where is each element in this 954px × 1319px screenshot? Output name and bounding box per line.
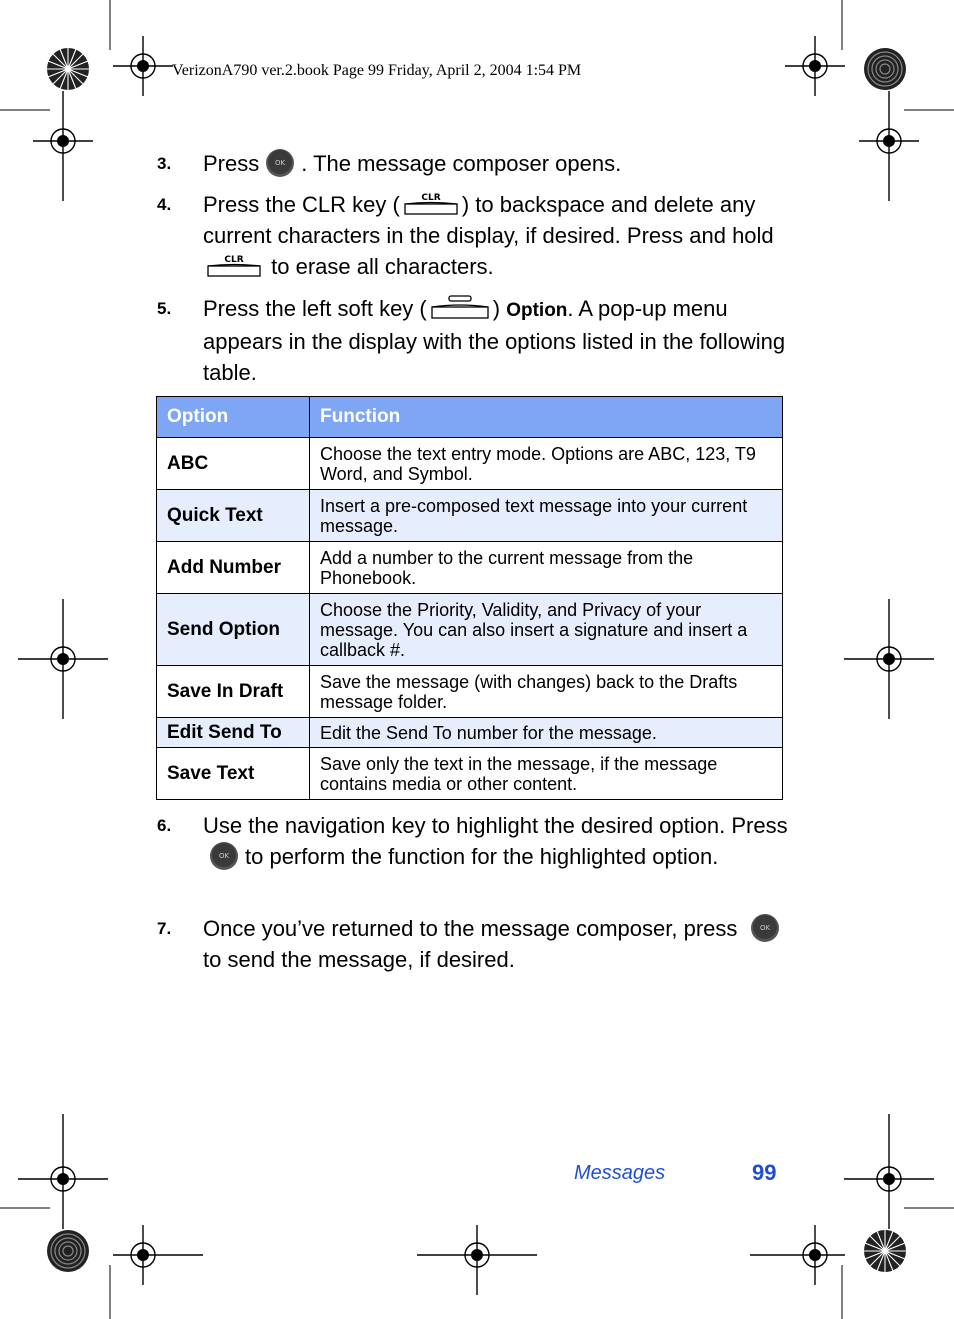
step-number: 5.	[157, 299, 172, 318]
registration-mark-icon	[113, 36, 173, 96]
book-info-header: VerizonA790 ver.2.book Page 99 Friday, April 2, 2004 1:54 PM	[172, 62, 582, 79]
table-row	[157, 490, 783, 542]
step-text: Press the left soft key ( ) Option. A pop-up menu appears in the display with the options listed in the following table.	[203, 296, 786, 385]
clr-key-icon	[205, 252, 263, 278]
registration-mark-icon	[33, 111, 93, 171]
registration-mark-icon	[859, 1149, 919, 1209]
function-cell: Edit the Send To number for the message.	[310, 718, 783, 748]
function-cell: Add a number to the current message from the Phonebook.	[310, 542, 783, 594]
starburst-target-icon	[46, 47, 90, 91]
registration-mark-icon	[859, 111, 919, 171]
svg-text:OK: OK	[275, 159, 286, 168]
table-row	[157, 594, 783, 666]
svg-text:CLR: CLR	[224, 255, 244, 266]
starburst-target-icon	[863, 47, 907, 91]
option-cell: Quick Text	[157, 490, 310, 542]
function-cell: Choose the Priority, Validity, and Privacy of your message. You can also insert a signature and insert a callback #.	[310, 594, 783, 666]
ok-key-icon	[750, 913, 780, 943]
step-text: Use the navigation key to highlight the desired option. Press OK to perform the function for the highlighted option.	[203, 810, 788, 872]
svg-text:CLR: CLR	[421, 193, 441, 204]
options-table	[156, 396, 783, 800]
step-text: Once you’ve returned to the message composer, press OK to send the message, if desired.	[203, 913, 788, 975]
starburst-target-icon	[46, 1229, 90, 1273]
step-text: Press OK . The message composer opens.	[203, 148, 788, 179]
option-label: Option	[506, 300, 568, 321]
ok-key-icon	[209, 841, 239, 871]
option-cell: ABC	[157, 438, 310, 490]
function-cell: Save the message (with changes) back to the Drafts message folder.	[310, 666, 783, 718]
option-cell: Save Text	[157, 748, 310, 800]
option-cell: Add Number	[157, 542, 310, 594]
step-number: 6.	[157, 816, 172, 835]
registration-mark-icon	[113, 1225, 173, 1285]
function-cell: Choose the text entry mode. Options are ABC, 123, T9 Word, and Symbol.	[310, 438, 783, 490]
ok-key-icon	[265, 148, 295, 178]
left-soft-key-icon	[429, 294, 491, 320]
function-cell: Insert a pre-composed text message into your current message.	[310, 490, 783, 542]
registration-mark-icon	[859, 629, 919, 689]
table-row	[157, 542, 783, 594]
footer-section-title: Messages	[574, 1162, 666, 1184]
option-cell: Edit Send To	[157, 718, 310, 748]
starburst-target-icon	[863, 1229, 907, 1273]
option-cell: Save In Draft	[157, 666, 310, 718]
step-number: 7.	[157, 919, 172, 938]
step-text: Press the CLR key ( CLR ) to backspace and delete any current characters in the display, if desired. Press and hold CLR to erase all characters.	[203, 192, 774, 279]
clr-key-icon	[402, 190, 460, 216]
table-row	[157, 438, 783, 490]
svg-text:OK: OK	[759, 924, 770, 933]
table-row	[157, 748, 783, 800]
table-row	[157, 718, 783, 748]
column-header-option: Option	[157, 397, 310, 438]
registration-mark-icon	[447, 1225, 507, 1285]
function-cell: Save only the text in the message, if the message contains media or other content.	[310, 748, 783, 800]
registration-mark-icon	[33, 1149, 93, 1209]
table-row	[157, 666, 783, 718]
svg-text:OK: OK	[218, 852, 230, 861]
page-number: 99	[752, 1160, 777, 1185]
table-header-row	[157, 397, 783, 438]
column-header-function: Function	[310, 397, 783, 438]
step-number: 3.	[157, 154, 172, 173]
registration-mark-icon	[785, 36, 845, 96]
registration-mark-icon	[785, 1225, 845, 1285]
step-number: 4.	[157, 195, 172, 214]
registration-mark-icon	[33, 629, 93, 689]
option-cell: Send Option	[157, 594, 310, 666]
